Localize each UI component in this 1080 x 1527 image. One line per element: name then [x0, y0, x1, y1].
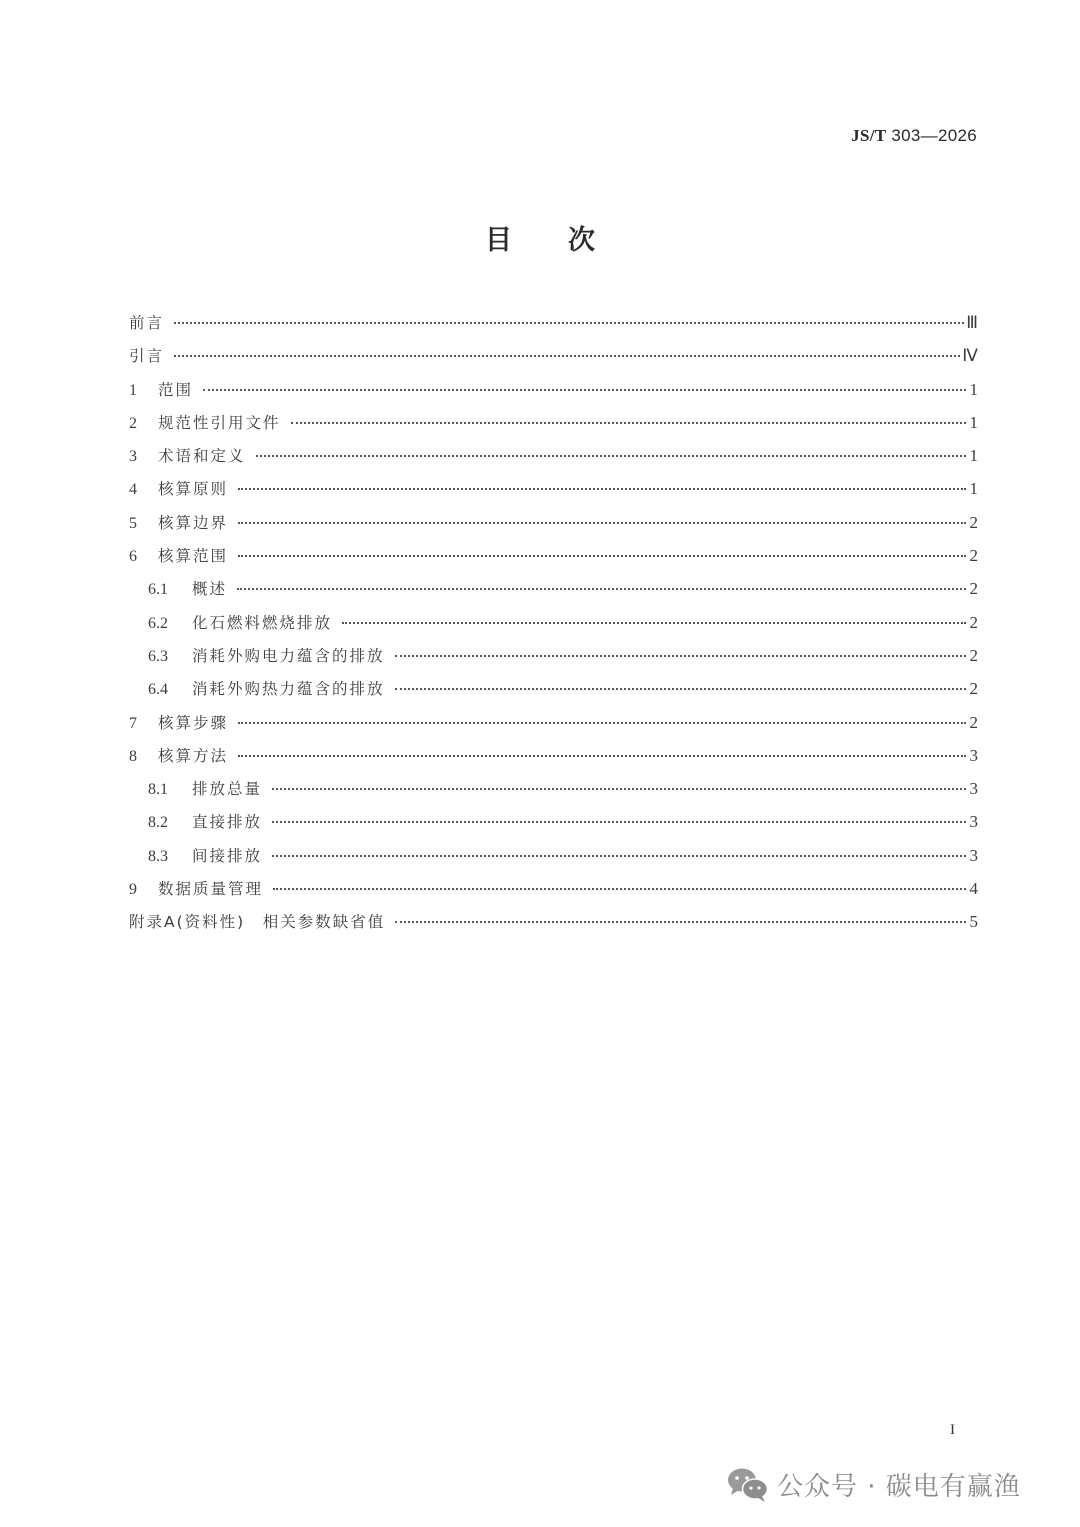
dot-leader — [237, 588, 966, 590]
toc-entry-page: 2 — [969, 546, 978, 566]
dot-leader — [272, 855, 966, 857]
toc-entry[interactable] — [129, 777, 978, 810]
toc-entry-page: 2 — [969, 612, 978, 632]
dot-leader — [395, 655, 966, 657]
toc-entry[interactable] — [129, 444, 978, 477]
toc-entry-page: Ⅳ — [962, 346, 978, 366]
toc-entry-page: 4 — [969, 879, 978, 899]
toc-entry-label: 核算边界 — [158, 513, 229, 532]
dot-leader — [238, 488, 966, 490]
toc-entry-number: 8.3 — [148, 847, 168, 865]
toc-entry-number: 1 — [129, 381, 137, 399]
toc-entry-number: 5 — [129, 514, 137, 532]
dot-leader — [238, 755, 966, 757]
toc-entry-page: 1 — [969, 412, 978, 432]
watermark-text: 公众号 · 碳电有赢渔 — [777, 1472, 1021, 1502]
toc-entry-page: 1 — [969, 446, 978, 466]
toc-entry-page: 2 — [969, 579, 978, 599]
toc-entry[interactable] — [129, 544, 978, 577]
toc-entry[interactable] — [129, 644, 978, 677]
dot-leader — [238, 722, 966, 724]
toc-entry-page: 3 — [969, 845, 978, 865]
toc-entry-number: 3 — [129, 448, 137, 466]
dot-leader — [256, 455, 966, 457]
toc-entry-number: 8.2 — [148, 814, 168, 832]
dot-leader — [238, 555, 966, 557]
toc-entry-label: 化石燃料燃烧排放 — [192, 613, 333, 632]
toc-entry[interactable] — [129, 378, 978, 411]
toc-entry-label: 数据质量管理 — [158, 880, 264, 899]
toc-entry-number: 8.1 — [148, 781, 168, 799]
toc-entry[interactable] — [129, 844, 978, 877]
toc-entry-label: 核算方法 — [158, 746, 229, 765]
watermark — [727, 1466, 1021, 1503]
toc-entry[interactable] — [129, 411, 978, 444]
toc-entry-number: 7 — [129, 714, 137, 732]
toc-entry-number: 6 — [129, 548, 137, 566]
dot-leader — [291, 422, 966, 424]
toc-entry-page: 2 — [969, 679, 978, 699]
toc-entry-label: 前言 — [129, 314, 165, 332]
toc-entry-label: 引言 — [129, 347, 165, 366]
toc-entry[interactable] — [129, 477, 978, 510]
toc-entry-label: 排放总量 — [192, 780, 263, 799]
toc-entry-label: 核算范围 — [158, 547, 229, 566]
toc-entry-page: 3 — [969, 812, 978, 832]
toc-entry-page: 2 — [969, 645, 978, 665]
toc-entry[interactable] — [129, 711, 978, 744]
toc-entry[interactable] — [129, 877, 978, 910]
toc-entry-label: 概述 — [192, 580, 228, 599]
toc-entry-page: 2 — [969, 712, 978, 732]
toc-entry-number: 6.2 — [148, 614, 168, 632]
dot-leader — [342, 622, 966, 624]
page-number: I — [950, 1422, 955, 1438]
dot-leader — [174, 322, 964, 324]
toc-entry[interactable] — [129, 810, 978, 843]
toc-entry-number: 6.3 — [148, 647, 168, 665]
standard-code — [851, 126, 977, 146]
toc-entry-page: 2 — [969, 512, 978, 532]
toc-entry-page: 1 — [969, 379, 978, 399]
standard-prefix: JS/T — [851, 126, 887, 145]
toc-entry-label: 直接排放 — [192, 813, 263, 832]
toc-entry-number: 2 — [129, 414, 137, 432]
toc-entry-page: 5 — [969, 912, 978, 932]
toc-entry[interactable] — [129, 611, 978, 644]
wechat-icon — [727, 1467, 769, 1503]
toc-entry-label: 范围 — [158, 380, 194, 399]
toc-entry[interactable] — [129, 311, 978, 344]
toc-entry-page: 3 — [969, 779, 978, 799]
toc-entry-label: 消耗外购热力蕴含的排放 — [192, 680, 385, 699]
toc-entry-page: Ⅲ — [966, 313, 978, 332]
toc-entry[interactable] — [129, 910, 978, 943]
page-title: 目次 — [485, 225, 651, 256]
toc-entry[interactable] — [129, 344, 978, 377]
standard-number: 303—2026 — [886, 126, 977, 145]
table-of-contents — [129, 311, 978, 944]
toc-entry-page: 1 — [969, 479, 978, 499]
toc-entry[interactable] — [129, 511, 978, 544]
dot-leader — [174, 355, 960, 357]
dot-leader — [272, 788, 966, 790]
toc-entry-label: 间接排放 — [192, 846, 263, 865]
toc-entry-number: 4 — [129, 481, 137, 499]
toc-entry-number: 8 — [129, 747, 137, 765]
toc-entry[interactable] — [129, 677, 978, 710]
toc-entry-number: 9 — [129, 881, 137, 899]
toc-entry-page: 3 — [969, 745, 978, 765]
dot-leader — [203, 389, 966, 391]
toc-entry-label: 附录A(资料性) 相关参数缺省值 — [129, 913, 386, 932]
toc-entry-number: 6.1 — [148, 581, 168, 599]
dot-leader — [395, 688, 966, 690]
toc-entry-label: 核算原则 — [158, 480, 229, 499]
dot-leader — [272, 821, 966, 823]
toc-entry-label: 规范性引用文件 — [158, 413, 281, 432]
toc-entry[interactable] — [129, 744, 978, 777]
toc-entry-number: 6.4 — [148, 681, 168, 699]
toc-entry-label: 消耗外购电力蕴含的排放 — [192, 646, 385, 665]
toc-entry-label: 术语和定义 — [158, 447, 246, 466]
dot-leader — [395, 921, 966, 923]
dot-leader — [238, 522, 966, 524]
dot-leader — [273, 888, 966, 890]
toc-entry-label: 核算步骤 — [158, 713, 229, 732]
toc-entry[interactable] — [129, 577, 978, 610]
